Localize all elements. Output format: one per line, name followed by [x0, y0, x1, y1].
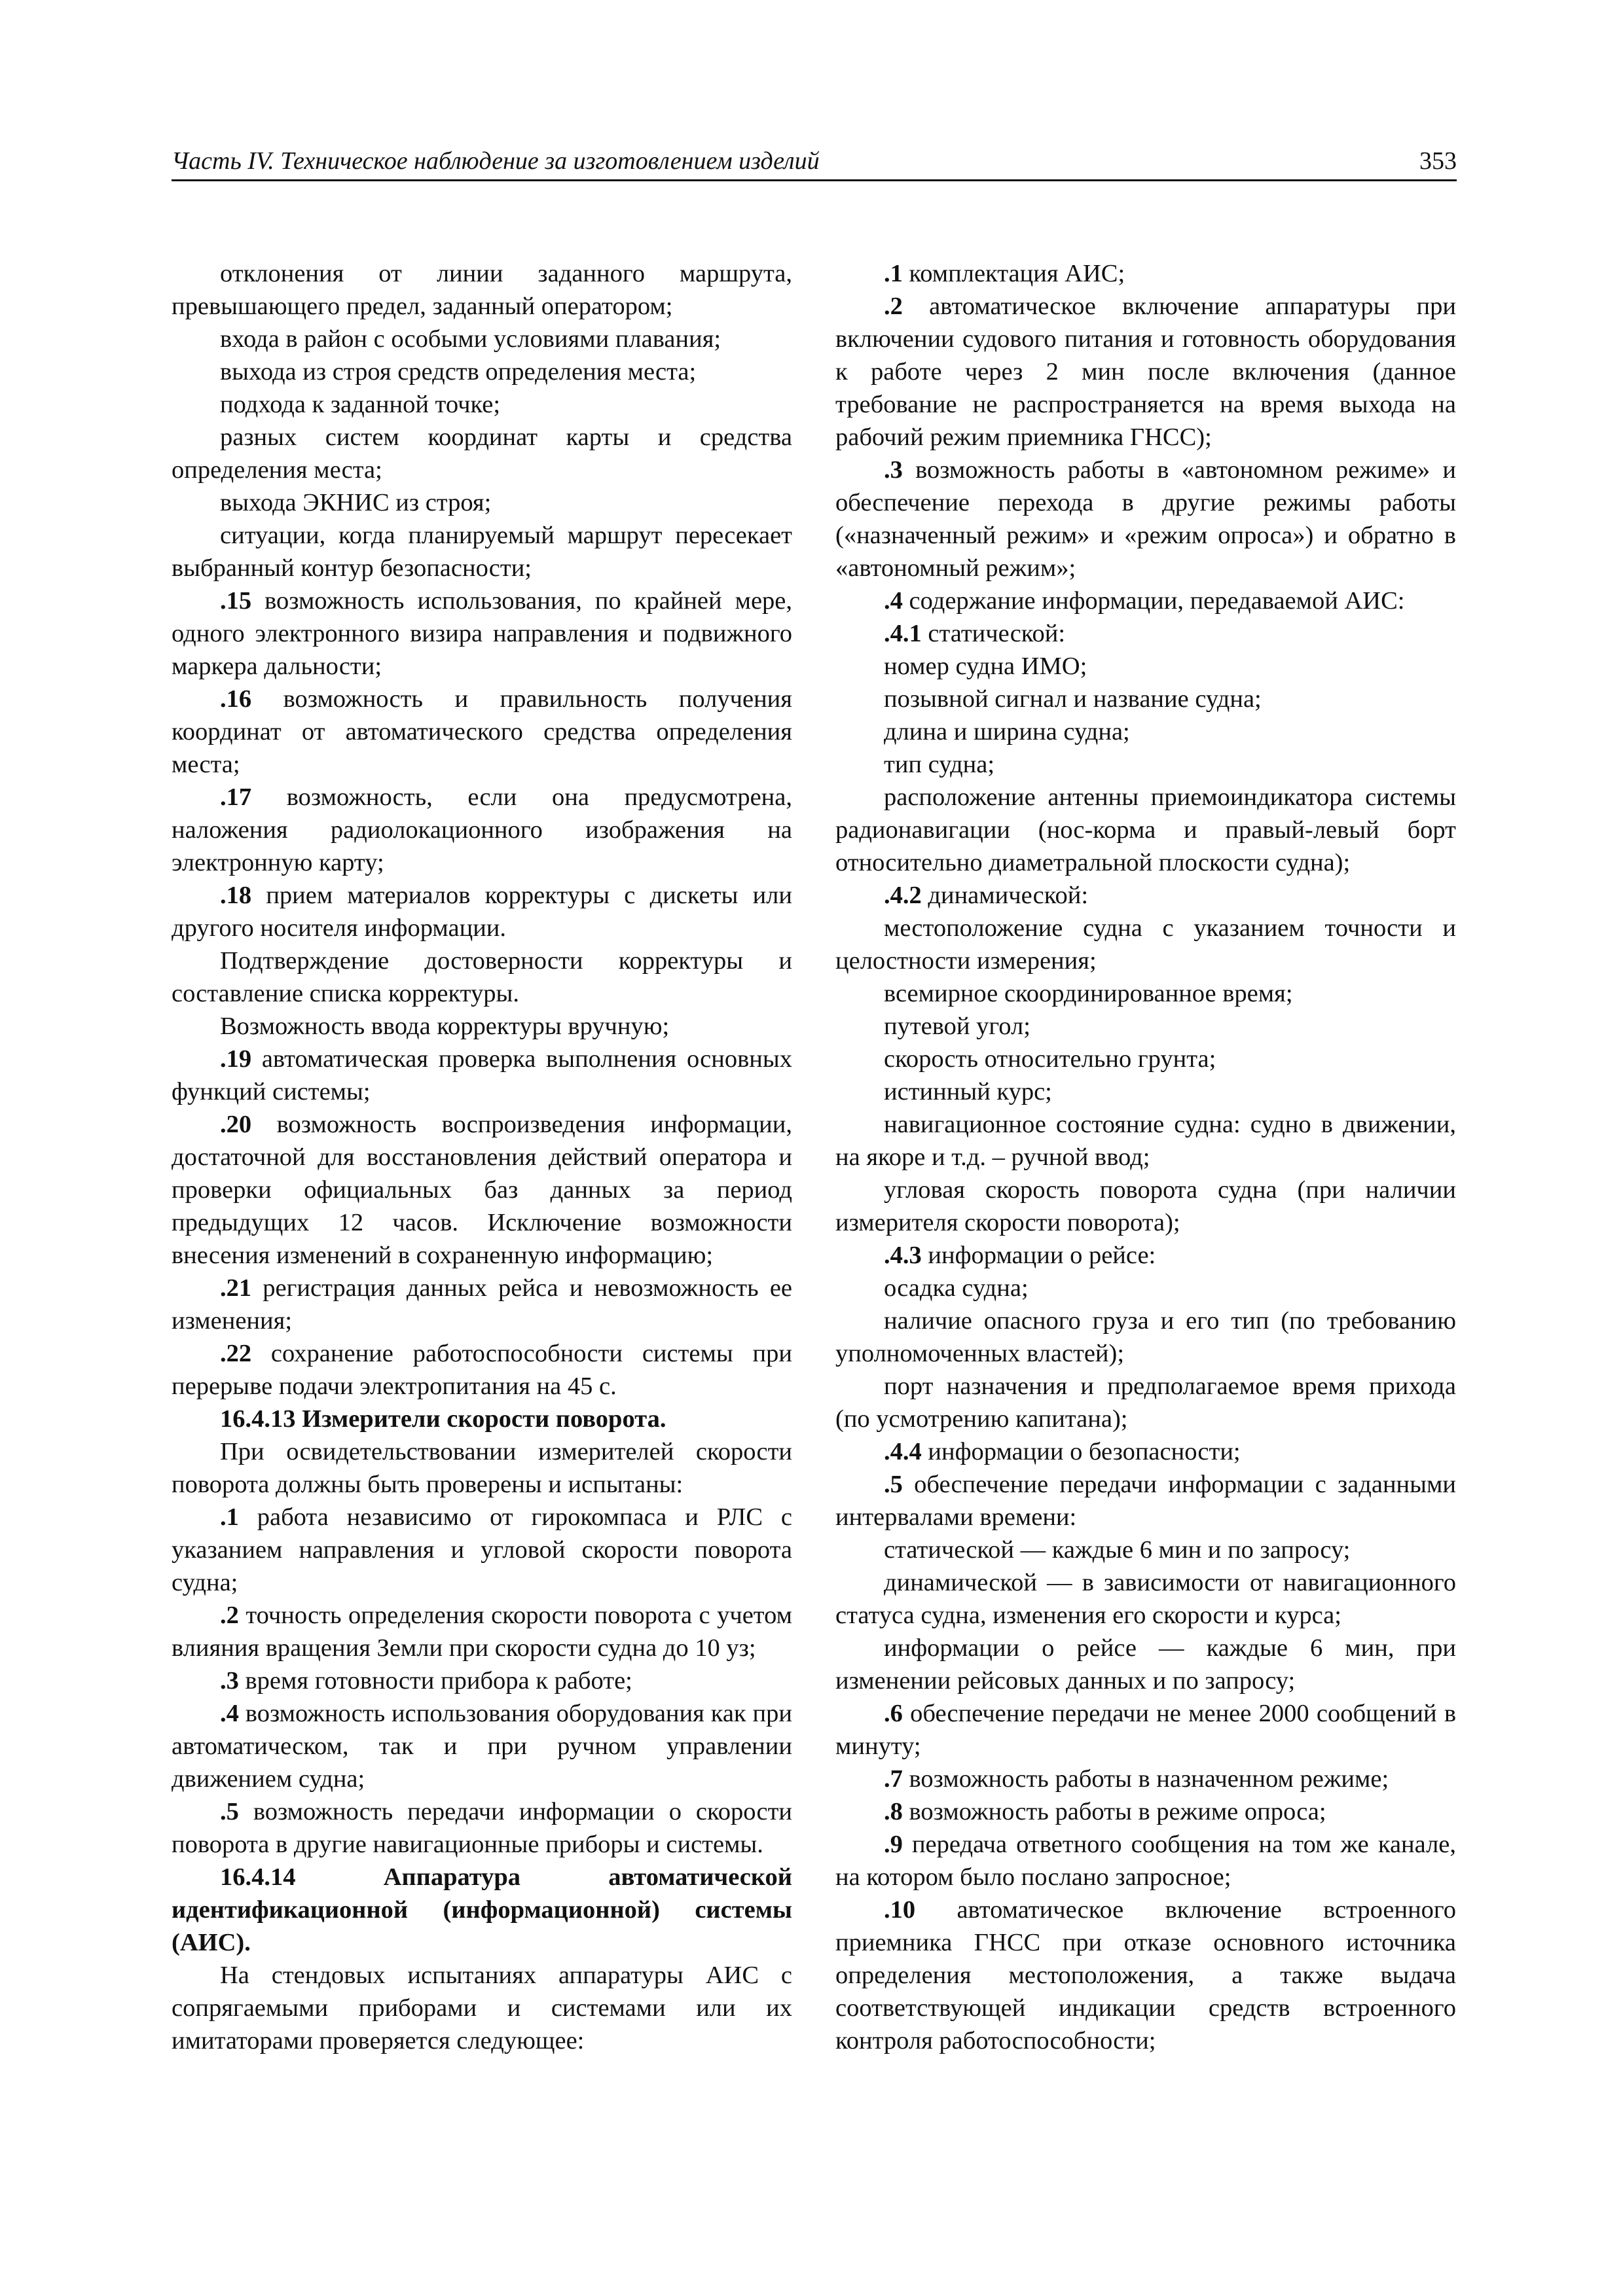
paragraph-text: порт назначения и предполагаемое время прихода (по усмотрению капитана); — [835, 1372, 1456, 1433]
paragraph-text: выхода ЭКНИС из строя; — [220, 489, 492, 516]
right-column — [835, 257, 1456, 2057]
numbered-paragraph — [835, 1795, 1456, 1828]
item-number: .7 — [884, 1765, 903, 1793]
paragraph-text: статической: — [921, 620, 1066, 647]
item-number: .8 — [884, 1798, 903, 1825]
numbered-paragraph — [172, 1108, 792, 1272]
numbered-paragraph — [835, 1893, 1456, 2057]
numbered-paragraph — [172, 1501, 792, 1599]
numbered-paragraph — [835, 257, 1456, 290]
paragraph — [835, 1534, 1456, 1566]
item-number: .4.2 — [884, 882, 922, 909]
paragraph-text: разных систем координат карты и средства определения места; — [172, 423, 792, 484]
paragraph-text: автоматическое включение аппаратуры при включении судового питания и готовность оборудования к работе через 2 мин после включения (данное требование не распространяется на время выхода на рабочий режим приемника ГНСС); — [835, 293, 1456, 451]
item-number: .4.1 — [884, 620, 922, 647]
paragraph-text: возможность и правильность получения координат от автоматического средства определения места; — [172, 685, 792, 778]
page-header — [172, 145, 1457, 181]
numbered-paragraph — [835, 1763, 1456, 1795]
paragraph — [172, 519, 792, 584]
paragraph — [835, 1272, 1456, 1304]
paragraph-text: возможность работы в режиме опроса; — [902, 1798, 1326, 1825]
item-number: .9 — [884, 1831, 903, 1858]
paragraph-text: возможность работы в «автономном режиме» и обеспечение перехода в другие режимы работы («назначенный режим» и «режим опроса») и обратно в «автономный режим»; — [835, 456, 1456, 582]
numbered-paragraph — [835, 290, 1456, 454]
paragraph-text: Возможность ввода корректуры вручную; — [220, 1013, 670, 1040]
paragraph-text: время готовности прибора к работе; — [238, 1667, 632, 1695]
paragraph-text: комплектация АИС; — [902, 260, 1125, 287]
paragraph-text: осадка судна; — [884, 1274, 1029, 1302]
paragraph-text: наличие опасного груза и его тип (по требованию уполномоченных властей); — [835, 1307, 1456, 1367]
numbered-paragraph — [172, 1795, 792, 1861]
paragraph — [835, 650, 1456, 683]
item-number: .5 — [220, 1798, 239, 1825]
numbered-paragraph — [172, 1043, 792, 1108]
numbered-paragraph — [172, 781, 792, 879]
paragraph-text: При освидетельствовании измерителей скорости поворота должны быть проверены и испытаны: — [172, 1438, 792, 1498]
left-column — [172, 257, 792, 2057]
paragraph-text: угловая скорость поворота судна (при наличии измерителя скорости поворота); — [835, 1176, 1456, 1236]
paragraph — [172, 421, 792, 486]
item-number: .1 — [220, 1503, 239, 1531]
numbered-paragraph — [835, 1697, 1456, 1763]
item-number: .2 — [884, 293, 903, 320]
item-number: .22 — [220, 1340, 252, 1367]
paragraph — [835, 1043, 1456, 1075]
paragraph-text: работа независимо от гирокомпаса и РЛС с указанием направления и угловой скорости поворота судна; — [172, 1503, 792, 1596]
paragraph-text: точность определения скорости поворота с учетом влияния вращения Земли при скорости судна до 10 уз; — [172, 1602, 792, 1662]
paragraph — [835, 1304, 1456, 1370]
paragraph-text: тип судна; — [884, 751, 995, 778]
numbered-paragraph — [172, 1337, 792, 1403]
paragraph-text: содержание информации, передаваемой АИС: — [902, 587, 1405, 615]
paragraph-text: автоматическое включение встроенного приемника ГНСС при отказе основного источника определения местоположения, а также выдача соответствующей индикации средств встроенного контроля работоспособности; — [835, 1896, 1456, 2054]
paragraph — [835, 748, 1456, 781]
paragraph — [835, 1370, 1456, 1435]
numbered-paragraph — [835, 454, 1456, 584]
item-number: .21 — [220, 1274, 252, 1302]
item-number: .1 — [884, 260, 903, 287]
paragraph — [835, 1566, 1456, 1632]
running-title: Часть IV. Техническое наблюдение за изготовлением изделий — [172, 147, 820, 175]
paragraph-text: выхода из строя средств определения места; — [220, 358, 697, 386]
paragraph-text: статической — каждые 6 мин и по запросу; — [884, 1536, 1351, 1564]
paragraph-text: передача ответного сообщения на том же канале, на котором было послано запросное; — [835, 1831, 1456, 1891]
paragraph-text: расположение антенны приемоиндикатора системы радионавигации (нос-корма и правый-левый борт относительно диаметральной плоскости судна); — [835, 783, 1456, 876]
paragraph-text: подхода к заданной точке; — [220, 391, 501, 418]
paragraph — [172, 486, 792, 519]
paragraph-text: истинный курс; — [884, 1078, 1052, 1105]
paragraph-text: отклонения от линии заданного маршрута, превышающего предел, заданный оператором; — [172, 260, 792, 320]
paragraph — [172, 944, 792, 1010]
paragraph-text: длина и ширина судна; — [884, 718, 1130, 745]
numbered-paragraph — [172, 1697, 792, 1795]
item-number: .17 — [220, 783, 252, 811]
paragraph — [172, 388, 792, 421]
paragraph-text: возможность передачи информации о скорости поворота в другие навигационные приборы и системы. — [172, 1798, 792, 1858]
paragraph-text: возможность использования, по крайней мере, одного электронного визира направления и подвижного маркера дальности; — [172, 587, 792, 680]
paragraph-text: обеспечение передачи информации с заданными интервалами времени: — [835, 1471, 1456, 1531]
paragraph — [835, 715, 1456, 748]
section-heading: 16.4.14 Аппаратура автоматической идентификационной (информационной) системы (АИС). — [172, 1863, 792, 1956]
paragraph — [835, 1010, 1456, 1043]
item-number: .4.4 — [884, 1438, 922, 1465]
numbered-paragraph — [835, 584, 1456, 617]
paragraph — [172, 257, 792, 323]
numbered-paragraph — [835, 1468, 1456, 1534]
paragraph — [172, 355, 792, 388]
paragraph-text: ситуации, когда планируемый маршрут пересекает выбранный контур безопасности; — [172, 522, 792, 582]
paragraph-text: навигационное состояние судна: судно в движении, на якоре и т.д. – ручной ввод; — [835, 1111, 1456, 1171]
item-number: .4 — [220, 1700, 239, 1727]
paragraph-text: сохранение работоспособности системы при перерыве подачи электропитания на 45 с. — [172, 1340, 792, 1400]
paragraph-text: информации о рейсе — каждые 6 мин, при изменении рейсовых данных и по запросу; — [835, 1634, 1456, 1695]
item-number: .19 — [220, 1045, 252, 1073]
paragraph-text: возможность, если она предусмотрена, наложения радиолокационного изображения на электронную карту; — [172, 783, 792, 876]
paragraph-text: возможность использования оборудования как при автоматическом, так и при ручном управлении движением судна; — [172, 1700, 792, 1793]
numbered-paragraph — [172, 584, 792, 683]
paragraph — [172, 1010, 792, 1043]
paragraph — [835, 912, 1456, 977]
paragraph-text: путевой угол; — [884, 1013, 1030, 1040]
paragraph-text: обеспечение передачи не менее 2000 сообщений в минуту; — [835, 1700, 1456, 1760]
item-number: .15 — [220, 587, 252, 615]
paragraph-text: Подтверждение достоверности корректуры и составление списка корректуры. — [172, 947, 792, 1007]
item-number: .5 — [884, 1471, 903, 1498]
paragraph-text: регистрация данных рейса и невозможность ее изменения; — [172, 1274, 792, 1335]
paragraph — [835, 683, 1456, 715]
paragraph-text: информации о безопасности; — [921, 1438, 1241, 1465]
paragraph-text: возможность воспроизведения информации, достаточной для восстановления действий оператора и проверки официальных баз данных за период предыдущих 12 часов. Исключение возможности внесения изменений в сохраненную информацию; — [172, 1111, 792, 1269]
item-number: .10 — [884, 1896, 916, 1924]
paragraph-text: динамической: — [921, 882, 1089, 909]
page-number: 353 — [1419, 147, 1457, 175]
paragraph-text: номер судна ИМО; — [884, 653, 1087, 680]
item-number: .20 — [220, 1111, 252, 1138]
paragraph-text: информации о рейсе: — [921, 1242, 1156, 1269]
paragraph — [835, 1632, 1456, 1697]
numbered-paragraph — [835, 879, 1456, 912]
paragraph-text: прием материалов корректуры с дискеты или другого носителя информации. — [172, 882, 792, 942]
numbered-paragraph — [835, 1435, 1456, 1468]
section-heading: 16.4.13 Измерители скорости поворота. — [220, 1405, 666, 1433]
paragraph — [172, 1959, 792, 2057]
numbered-paragraph — [835, 1239, 1456, 1272]
paragraph-text: автоматическая проверка выполнения основных функций системы; — [172, 1045, 792, 1105]
paragraph — [172, 323, 792, 355]
numbered-paragraph — [172, 1272, 792, 1337]
numbered-paragraph — [172, 1664, 792, 1697]
paragraph — [835, 781, 1456, 879]
item-number: .16 — [220, 685, 252, 713]
numbered-paragraph — [172, 683, 792, 781]
paragraph-text: возможность работы в назначенном режиме; — [902, 1765, 1389, 1793]
paragraph-text: скорость относительно грунта; — [884, 1045, 1216, 1073]
item-number: .3 — [220, 1667, 239, 1695]
paragraph-text: На стендовых испытаниях аппаратуры АИС с сопрягаемыми приборами и системами или их имитаторами проверяется следующее: — [172, 1962, 792, 2054]
paragraph — [835, 977, 1456, 1010]
paragraph — [835, 1108, 1456, 1174]
item-number: .4 — [884, 587, 903, 615]
item-number: .6 — [884, 1700, 903, 1727]
paragraph-text: позывной сигнал и название судна; — [884, 685, 1262, 713]
item-number: .2 — [220, 1602, 239, 1629]
paragraph — [835, 1174, 1456, 1239]
numbered-paragraph — [172, 879, 792, 944]
numbered-paragraph — [835, 617, 1456, 650]
paragraph-text: динамической — в зависимости от навигационного статуса судна, изменения его скорости и курса; — [835, 1569, 1456, 1629]
paragraph-text: входа в район с особыми условиями плавания; — [220, 325, 721, 353]
item-number: .3 — [884, 456, 903, 484]
paragraph-text: местоположение судна с указанием точности и целостности измерения; — [835, 914, 1456, 975]
paragraph-text: всемирное скоординированное время; — [884, 980, 1293, 1007]
numbered-paragraph — [172, 1599, 792, 1664]
item-number: .4.3 — [884, 1242, 922, 1269]
item-number: .18 — [220, 882, 252, 909]
paragraph — [835, 1075, 1456, 1108]
paragraph — [172, 1435, 792, 1501]
numbered-paragraph — [835, 1828, 1456, 1893]
